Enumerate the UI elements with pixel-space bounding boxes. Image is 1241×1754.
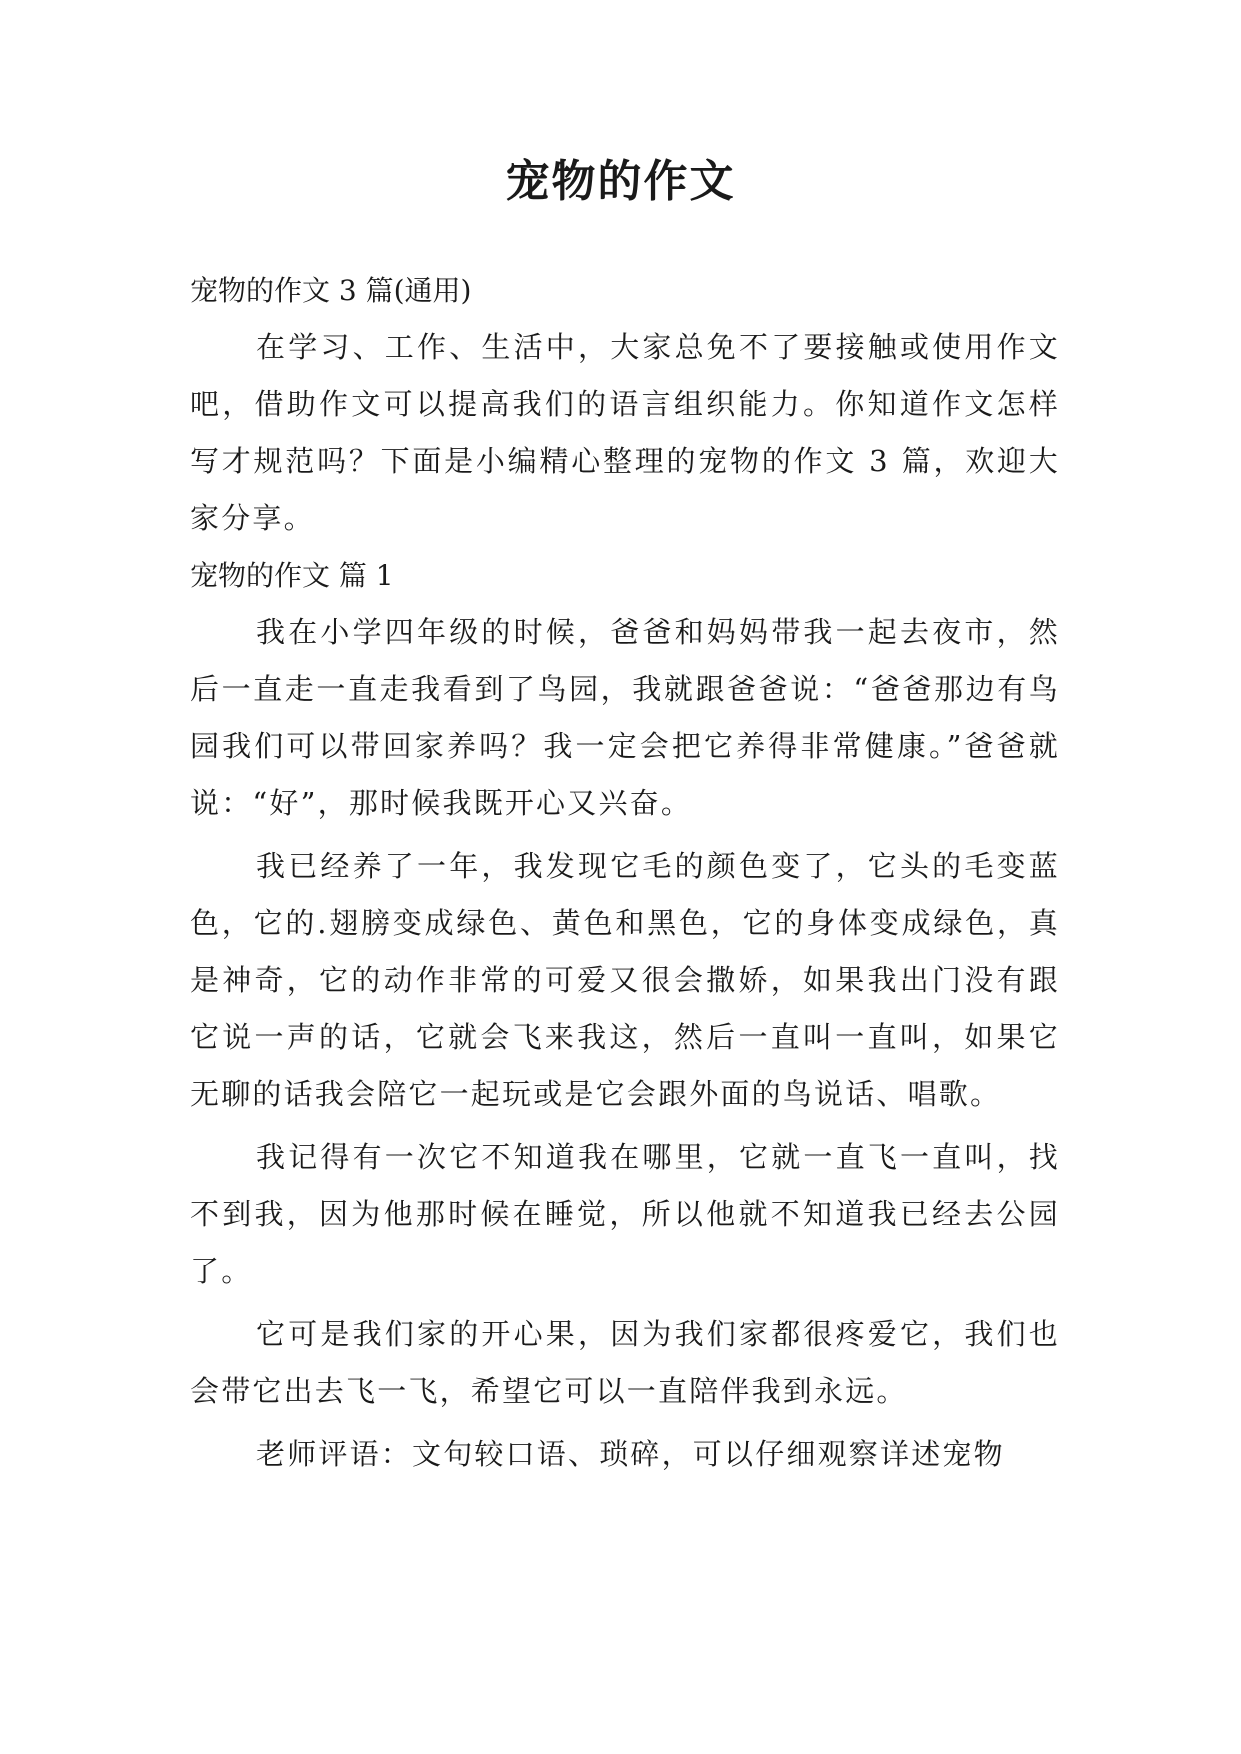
body-paragraph-3: 我记得有一次它不知道我在哪里，它就一直飞一直叫，找不到我，因为他那时候在睡觉，所以他就不知道我已经去公园了。 (190, 1140, 1060, 1288)
document-title: 宠物的作文 (505, 156, 736, 207)
document-subtitle: 宠物的作文 3 篇(通用) (190, 274, 472, 307)
body-paragraph-4: 它可是我们家的开心果，因为我们家都很疼爱它，我们也会带它出去飞一飞，希望它可以一直陪伴我到永远。 (190, 1317, 1060, 1408)
body-paragraph-2: 我已经养了一年，我发现它毛的颜色变了，它头的毛变蓝色，它的.翅膀变成绿色、黄色和黑色，它的身体变成绿色，真是神奇，它的动作非常的可爱又很会撒娇，如果我出门没有跟它说一声的话，它就会飞来我这，然后一直叫一直叫，如果它无聊的话我会陪它一起玩或是它会跟外面的鸟说话、唱歌。 (190, 849, 1060, 1111)
body-paragraph-1: 我在小学四年级的时候，爸爸和妈妈带我一起去夜市，然后一直走一直走我看到了鸟园，我就跟爸爸说：“爸爸那边有鸟园我们可以带回家养吗？我一定会把它养得非常健康。”爸爸就说：“好”，那时候我既开心又兴奋。 (190, 615, 1060, 820)
section-heading: 宠物的作文 篇 1 (190, 559, 394, 592)
intro-paragraph: 在学习、工作、生活中，大家总免不了要接触或使用作文吧，借助作文可以提高我们的语言组织能力。你知道作文怎样写才规范吗？下面是小编精心整理的宠物的作文 3 篇，欢迎大家分享。 (190, 330, 1060, 535)
document-body (190, 262, 1060, 1483)
teacher-comment-paragraph: 老师评语：文句较口语、琐碎，可以仔细观察详述宠物 (256, 1437, 1005, 1471)
